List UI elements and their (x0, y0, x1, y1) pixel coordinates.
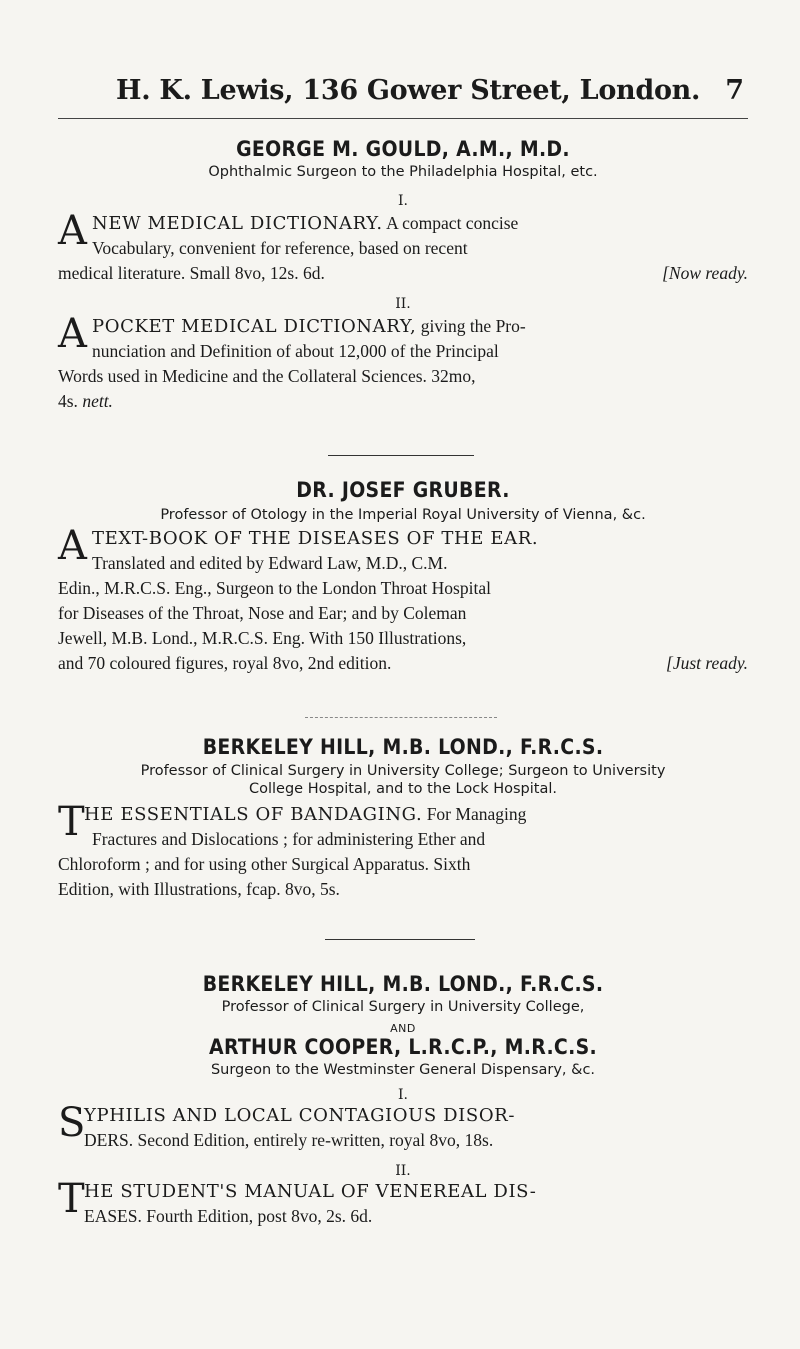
book-entry: T HE STUDENT'S MANUAL OF VENEREAL DIS- EASES. Fourth Edition, post 8vo, 2s. 6d. (58, 1176, 537, 1226)
status-note: [Now ready. (662, 263, 748, 283)
book-title: TEXT-BOOK OF THE DISEASES OF THE EAR. (92, 528, 539, 549)
entry-number: I. (398, 1087, 408, 1103)
page-number: 7 (725, 75, 744, 106)
book-entry: A POCKET MEDICAL DICTIONARY, giving the Pro- nunciation and Definition of about 12,000 of the Principal Words used in Medicine and the Collateral Sciences. 32mo, 4s. nett. (58, 311, 526, 411)
author-credentials: Ophthalmic Surgeon to the Philadelphia Hospital, etc. (208, 164, 598, 180)
author-credentials: Professor of Clinical Surgery in University College; Surgeon to University (140, 763, 666, 779)
header-rule (58, 118, 748, 119)
header-title: H. K. Lewis, 136 Gower Street, London. (116, 75, 701, 106)
entry-number: II. (395, 1163, 411, 1179)
book-title: HE STUDENT'S MANUAL OF VENEREAL DIS- (84, 1181, 537, 1202)
book-entry: S YPHILIS AND LOCAL CONTAGIOUS DISOR- DERS. Second Edition, entirely re-written, royal 8vo, 18s. (58, 1100, 516, 1150)
author-credentials: College Hospital, and to the Lock Hospital. (249, 781, 557, 797)
author-heading: DR. JOSEF GRUBER. (296, 478, 510, 502)
book-entry: A NEW MEDICAL DICTIONARY. A compact concise Vocabulary, convenient for reference, based on recent medical literature. Small 8vo, 12s. 6d. [Now ready. (58, 211, 748, 286)
author-heading: ARTHUR COOPER, L.R.C.P., M.R.C.S. (209, 1035, 597, 1059)
status-note: [Just ready. (666, 653, 748, 673)
author-heading: BERKELEY HILL, M.B. LOND., F.R.C.S. (202, 735, 604, 759)
hill-cooper-section (58, 972, 748, 1229)
hill-section (58, 735, 748, 902)
entry-number: II. (395, 296, 411, 312)
author-credentials: Surgeon to the Westminster General Dispensary, &c. (210, 1062, 596, 1078)
section-divider (328, 455, 474, 456)
status-note: nett. (82, 391, 113, 411)
book-title: HE ESSENTIALS OF BANDAGING. (84, 804, 423, 825)
drop-initial: A (58, 208, 87, 254)
drop-initial: A (58, 311, 87, 357)
author-heading: GEORGE M. GOULD, A.M., M.D. (236, 137, 570, 161)
drop-initial: T (58, 799, 85, 845)
section-divider (305, 717, 497, 718)
section-divider (325, 939, 475, 940)
drop-initial: T (58, 1176, 85, 1222)
gould-section (58, 137, 748, 414)
gruber-section (58, 478, 748, 676)
book-title: POCKET MEDICAL DICTIONARY, (92, 316, 417, 337)
author-credentials: Professor of Clinical Surgery in University College, (221, 999, 585, 1015)
book-entry: A TEXT-BOOK OF THE DISEASES OF THE EAR. Translated and edited by Edward Law, M.D., C.M. Edin., M.R.C.S. Eng., Surgeon to the London Throat Hospital for Diseases of the Throat, Nose and Ear; and by Coleman Jewell, M.B. Lond., M.R.C.S. Eng. With 150 Illustrations, and 70 coloured figures, royal 8vo, 2nd edition. [Just ready. (58, 526, 748, 676)
entry-number: I. (398, 193, 408, 209)
and-connector: AND (390, 1022, 416, 1035)
author-heading: BERKELEY HILL, M.B. LOND., F.R.C.S. (202, 972, 604, 996)
book-title: YPHILIS AND LOCAL CONTAGIOUS DISOR- (84, 1105, 516, 1126)
drop-initial: S (58, 1100, 86, 1146)
running-header (58, 75, 744, 106)
book-entry: T HE ESSENTIALS OF BANDAGING. For Managing Fractures and Dislocations ; for administering Ether and Chloroform ; and for using other Surgical Apparatus. Sixth Edition, with Illustrations, fcap. 8vo, 5s. (58, 799, 527, 899)
drop-initial: A (58, 523, 87, 569)
author-credentials: Professor of Otology in the Imperial Royal University of Vienna, &c. (160, 507, 646, 523)
book-title: NEW MEDICAL DICTIONARY. (92, 213, 383, 234)
